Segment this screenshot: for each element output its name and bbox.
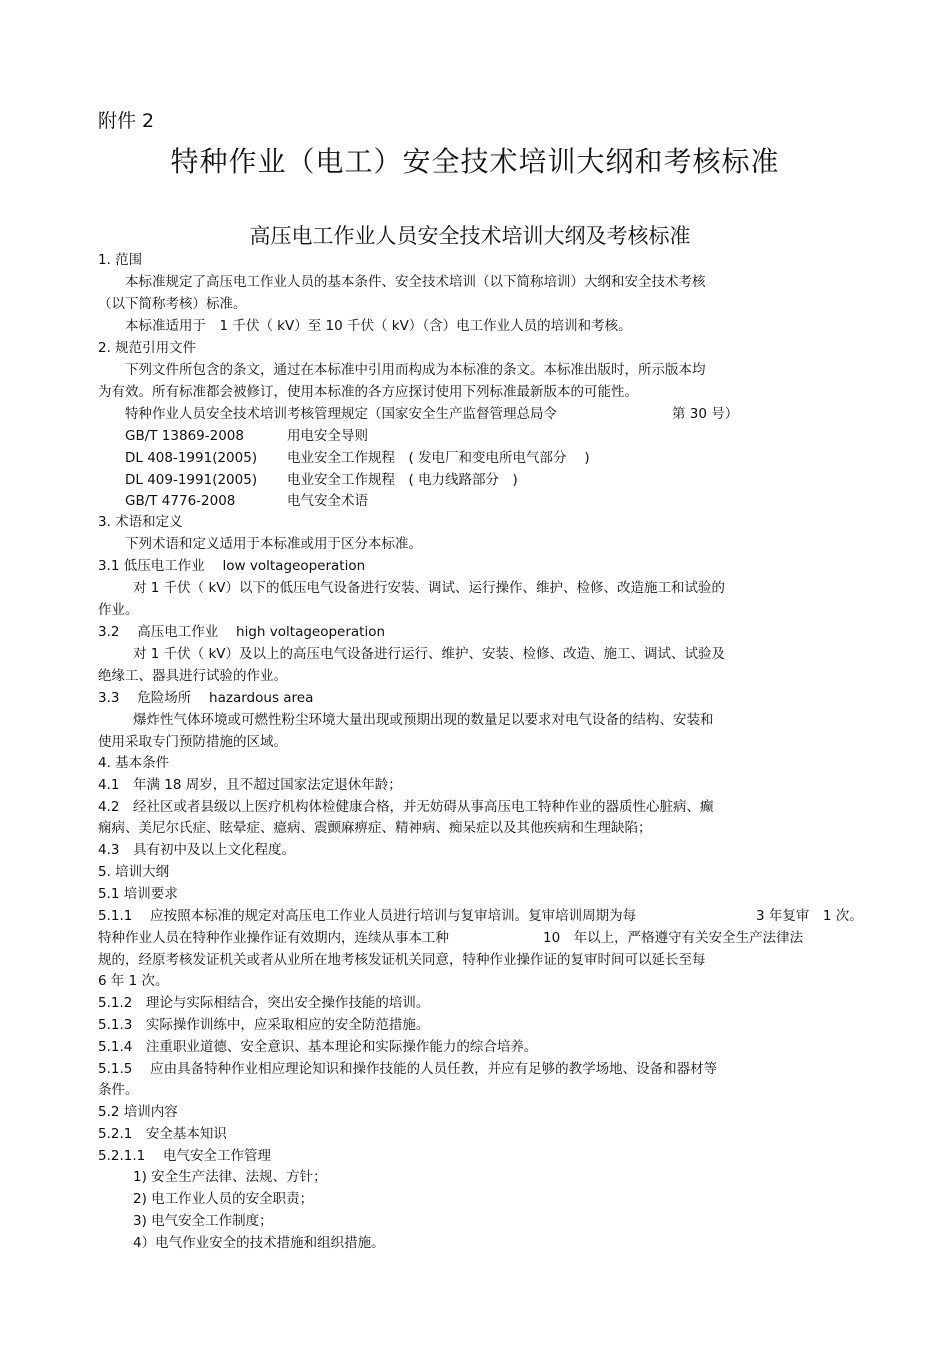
- reference-regulation-number: 第 30 号）: [672, 406, 739, 422]
- attachment-label: 附件 2: [98, 110, 155, 132]
- paragraph-line: 下列术语和定义适用于本标准或用于区分本标准。: [125, 536, 422, 552]
- paragraph-line: 4.1 年满 18 周岁，且不超过国家法定退休年龄；: [98, 777, 402, 793]
- section-heading-scope: 1. 范围: [98, 252, 143, 268]
- paragraph-line: （以下简称考核）标准。: [98, 296, 247, 312]
- paragraph-line: 6 年 1 次。: [98, 973, 169, 989]
- term-heading: 3.2 高压电工作业 high voltageoperation: [98, 624, 386, 640]
- paragraph-line: 5.1.3 实际操作训练中，应采取相应的安全防范措施。: [98, 1017, 430, 1033]
- paragraph-line: 本标准规定了高压电工作业人员的基本条件、安全技术培训（以下简称培训）大纲和安全技术考核: [125, 274, 706, 290]
- term-heading: 3.1 低压电工作业 low voltageoperation: [98, 558, 366, 574]
- section-heading-references: 2. 规范引用文件: [98, 340, 197, 356]
- subsection-heading: 5.2 培训内容: [98, 1104, 178, 1120]
- paragraph-line: 5.1.2 理论与实际相结合，突出安全操作技能的培训。: [98, 995, 430, 1011]
- paragraph-line: 特种作业人员在特种作业操作证有效期内，连续从事本工种: [98, 930, 449, 946]
- term-heading: 3.3 危险场所 hazardous area: [98, 690, 314, 706]
- paragraph-line: 5.1.5 应由具备特种作业相应理论知识和操作技能的人员任教，并应有足够的教学场地、设备和器材等: [98, 1061, 718, 1077]
- paragraph-line-tail: 10 年以上，严格遵守有关安全生产法律法: [543, 930, 804, 946]
- paragraph-line: 爆炸性气体环境或可燃性粉尘环境大量出现或预期出现的数量足以要求对电气设备的结构、安装和: [133, 712, 714, 728]
- paragraph-line: 为有效。所有标准都会被修订，使用本标准的各方应探讨使用下列标准最新版本的可能性。: [98, 384, 638, 400]
- paragraph-line: 4.2 经社区或者县级以上医疗机构体检健康合格，并无妨碍从事高压电工特种作业的器质性心脏病、癫: [98, 799, 714, 815]
- paragraph-line: 对 1 千伏（ kV）及以上的高压电气设备进行运行、维护、安装、检修、改造、施工、调试、试验及: [133, 646, 726, 662]
- subsection-heading: 5.2.1.1 电气安全工作管理: [98, 1148, 272, 1164]
- paragraph-line: 5.1.1 应按照本标准的规定对高压电工作业人员进行培训与复审培训。复审培训周期为每: [98, 908, 637, 924]
- paragraph-line: 4.3 具有初中及以上文化程度。: [98, 842, 295, 858]
- reference-title: 电业安全工作规程 ( 电力线路部分 ): [287, 472, 518, 488]
- reference-regulation: 特种作业人员安全技术培训考核管理规定（国家安全生产监督管理总局令: [125, 406, 557, 422]
- list-item: 4）电气作业安全的技术措施和组织措施。: [133, 1235, 385, 1251]
- paragraph-line: 对 1 千伏（ kV）以下的低压电气设备进行安装、调试、运行操作、维护、检修、改造施工和试验的: [133, 580, 726, 596]
- paragraph-line: 5.1.4 注重职业道德、安全意识、基本理论和实际操作能力的综合培养。: [98, 1039, 538, 1055]
- subsection-heading: 5.2.1 安全基本知识: [98, 1126, 227, 1142]
- reference-title: 电气安全术语: [287, 493, 368, 509]
- section-heading-terms: 3. 术语和定义: [98, 514, 183, 530]
- section-heading-conditions: 4. 基本条件: [98, 755, 170, 771]
- reference-code: GB/T 4776-2008: [125, 493, 236, 509]
- reference-code: DL 409-1991(2005): [125, 472, 258, 488]
- paragraph-line: 本标准适用于 1 千伏（ kV）至 10 千伏（ kV）（含）电工作业人员的培训和考核。: [125, 318, 632, 334]
- paragraph-line: 使用采取专门预防措施的区域。: [98, 734, 287, 750]
- list-item: 2) 电工作业人员的安全职责；: [133, 1191, 314, 1207]
- section-heading-training: 5. 培训大纲: [98, 864, 170, 880]
- reference-code: GB/T 13869-2008: [125, 428, 244, 444]
- paragraph-line-tail: 3 年复审 1 次。: [756, 908, 863, 924]
- subsection-heading: 5.1 培训要求: [98, 886, 178, 902]
- paragraph-line: 条件。: [98, 1082, 139, 1098]
- reference-title: 电业安全工作规程 ( 发电厂和变电所电气部分 ): [287, 450, 590, 466]
- paragraph-line: 痫病、美尼尔氏症、眩晕症、癔病、震颤麻痹症、精神病、痴呆症以及其他疾病和生理缺陷；: [98, 820, 652, 836]
- paragraph-line: 规的，经原考核发证机关或者从业所在地考核发证机关同意，特种作业操作证的复审时间可以延长至每: [98, 952, 706, 968]
- paragraph-line: 绝缘工、器具进行试验的作业。: [98, 668, 287, 684]
- reference-code: DL 408-1991(2005): [125, 450, 258, 466]
- reference-title: 用电安全导则: [287, 428, 368, 444]
- list-item: 1) 安全生产法律、法规、方针；: [133, 1169, 327, 1185]
- paragraph-line: 下列文件所包含的条文，通过在本标准中引用而构成为本标准的条文。本标准出版时，所示版本均: [125, 362, 706, 378]
- paragraph-line: 作业。: [98, 602, 139, 618]
- sub-title: 高压电工作业人员安全技术培训大纲及考核标准: [249, 224, 691, 248]
- list-item: 3) 电气安全工作制度；: [133, 1213, 273, 1229]
- main-title: 特种作业（电工）安全技术培训大纲和考核标准: [170, 145, 780, 178]
